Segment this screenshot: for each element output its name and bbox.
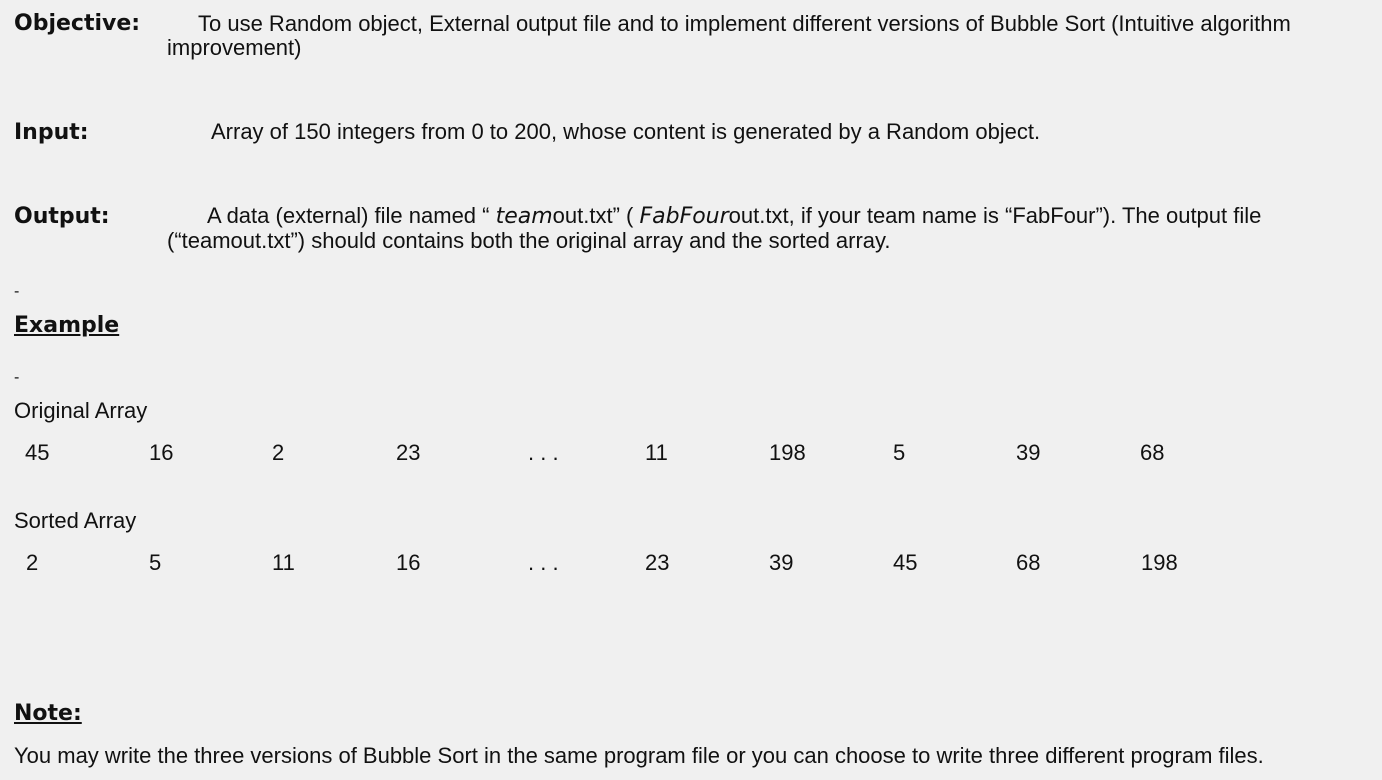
array-value: 16 bbox=[149, 440, 174, 465]
array-value: 23 bbox=[396, 440, 421, 465]
array-value: 11 bbox=[645, 440, 668, 465]
output-line1-a: A data (external) file named “ bbox=[207, 203, 496, 228]
output-text bbox=[167, 204, 1370, 253]
objective-text bbox=[167, 12, 1370, 60]
output-line1-b: out.txt” ( bbox=[552, 203, 640, 228]
objective-line2: improvement) bbox=[167, 35, 302, 60]
ellipsis: . . . bbox=[528, 440, 559, 465]
note-text: You may write the three versions of Bubble Sort in the same program file or you can choose to write three different program files. bbox=[14, 743, 1264, 768]
example-heading: Example bbox=[14, 313, 120, 338]
array-value: 45 bbox=[25, 440, 50, 465]
array-value: 23 bbox=[645, 550, 670, 575]
array-value: 68 bbox=[1140, 440, 1165, 465]
array-value: 198 bbox=[769, 440, 806, 465]
separator-dash: - bbox=[14, 283, 20, 300]
output-fabfour-italic: FabFour bbox=[639, 204, 729, 229]
array-value: 39 bbox=[769, 550, 794, 575]
output-label: Output: bbox=[14, 204, 110, 229]
input-label: Input: bbox=[14, 120, 89, 145]
objective-label: Objective: bbox=[14, 11, 141, 36]
output-line2: (“teamout.txt”) should contains both the original array and the sorted array. bbox=[167, 228, 891, 253]
array-value: 5 bbox=[893, 440, 906, 465]
original-array-row bbox=[25, 440, 1325, 466]
ellipsis: . . . bbox=[528, 550, 559, 575]
array-value: 5 bbox=[149, 550, 162, 575]
note-heading: Note: bbox=[14, 701, 82, 726]
array-value: 68 bbox=[1016, 550, 1041, 575]
array-value: 45 bbox=[893, 550, 918, 575]
array-value: 16 bbox=[396, 550, 421, 575]
separator-dash: - bbox=[14, 369, 20, 386]
array-value: 39 bbox=[1016, 440, 1041, 465]
output-team-italic: team bbox=[495, 204, 553, 229]
sorted-array-row bbox=[25, 550, 1325, 576]
array-value: 198 bbox=[1141, 550, 1178, 575]
array-value: 2 bbox=[272, 440, 285, 465]
array-value: 2 bbox=[26, 550, 39, 575]
input-text bbox=[167, 120, 1370, 144]
objective-line1: To use Random object, External output file and to implement different versions of Bubble Sort (Intuitive algorithm bbox=[198, 11, 1291, 36]
input-line: Array of 150 integers from 0 to 200, whose content is generated by a Random object. bbox=[211, 119, 1041, 144]
output-line1-c: out.txt, if your team name is “FabFour”). The output file bbox=[728, 203, 1262, 228]
sorted-array-label: Sorted Array bbox=[14, 508, 137, 533]
original-array-label: Original Array bbox=[14, 398, 148, 423]
array-value: 11 bbox=[272, 550, 295, 575]
